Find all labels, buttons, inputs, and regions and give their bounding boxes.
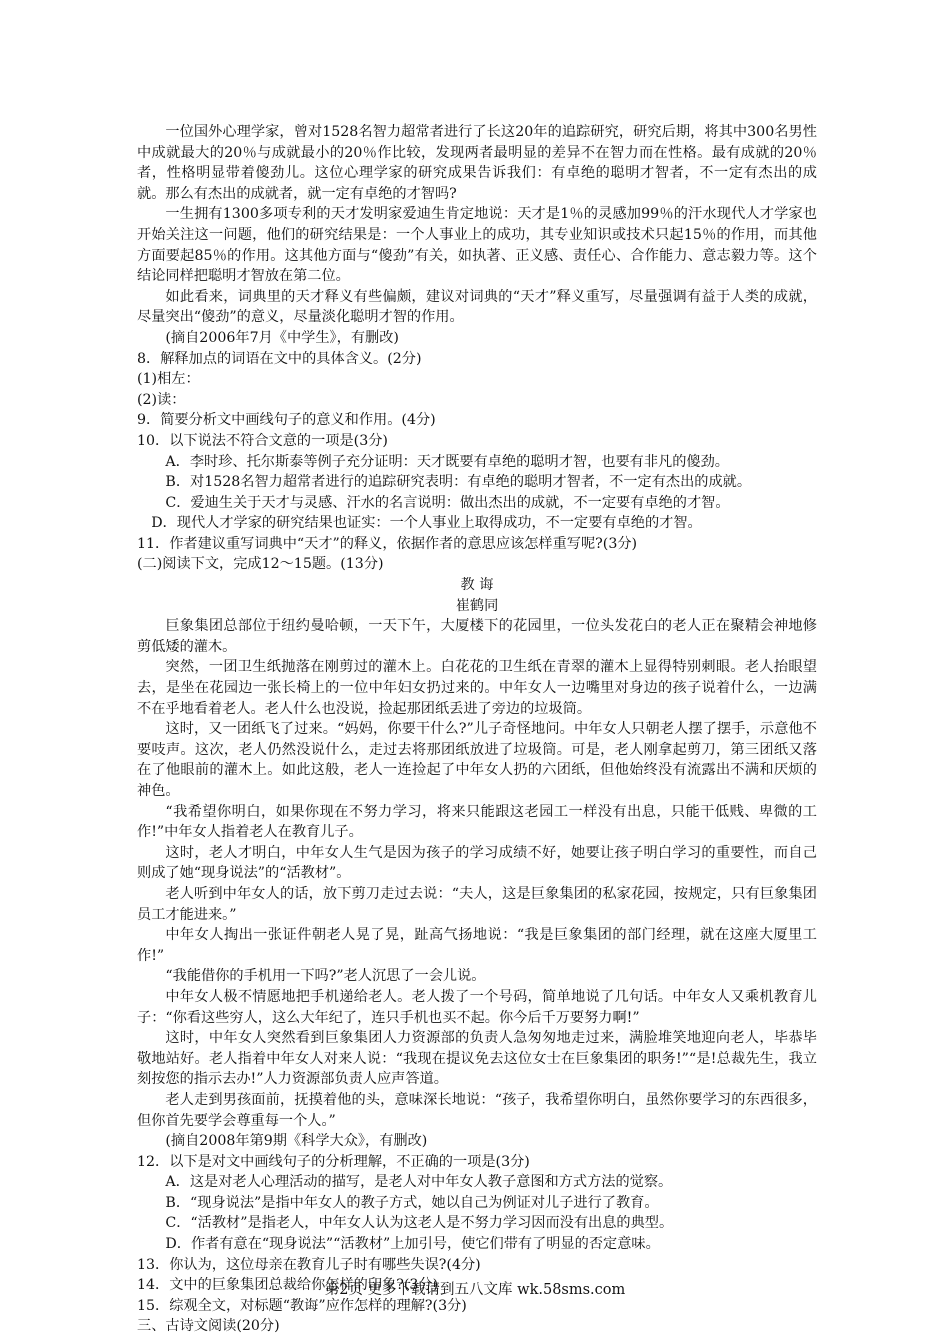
question-12-option-d: D．作者有意在“现身说法”“活教材”上加引号，使它们带有了明显的否定意味。: [165, 1236, 660, 1253]
question-14: 14．文中的巨象集团总裁给你怎样的印象?(3分): [137, 1277, 439, 1294]
question-12-option-a: A．这是对老人心理活动的描写，是老人对中年女人教子意图和方式方法的觉察。: [165, 1174, 673, 1191]
question-12: 12．以下是对文中画线句子的分析理解，不正确的一项是(3分): [137, 1153, 530, 1170]
story-author: 崔鹤同: [455, 597, 499, 614]
page-content: [137, 122, 817, 1337]
question-10-option-c: C．爱迪生关于天才与灵感、汗水的名言说明：做出杰出的成就，不一定要有卓绝的才智。: [165, 494, 730, 511]
story-paragraph: 这时，又一团纸飞了过来。“妈妈，你要干什么?”儿子奇怪地问。中年女人只朝老人摆了摆手，示意他不要吱声。这次，老人仍然没说什么，走过去将那团纸放进了垃圾筒。可是，老人刚拿起剪刀，第三团纸又落在了他眼前的灌木上。如此这般，老人一连捡起了中年女人扔的六团纸，但他始终没有流露出不满和厌烦的神色。: [137, 721, 817, 799]
story-paragraph: “我能借你的手机用一下吗?”老人沉思了一会儿说。: [165, 968, 486, 985]
question-10-option-d: D．现代人才学家的研究结果也证实：一个人事业上取得成功，不一定要有卓绝的才智。: [151, 515, 702, 532]
question-13: 13．你认为，这位母亲在教育儿子时有哪些失误?(4分): [137, 1256, 481, 1273]
section-2-heading: (二)阅读下文，完成12～15题。(13分): [137, 556, 384, 573]
story-paragraph: “我希望你明白，如果你现在不努力学习，将来只能跟这老园工一样没有出息，只能干低贱、卑微的工作!”中年女人指着老人在教育儿子。: [137, 803, 817, 841]
page-footer: 第2页 更多下载请到五八文库 wk.58sms.com: [324, 1282, 626, 1298]
question-11: 11．作者建议重写词典中“天才”的释义，依据作者的意思应该怎样重写呢?(3分): [137, 535, 638, 552]
passage1-paragraph: 一位国外心理学家，曾对1528名智力超常者进行了长这20年的追踪研究，研究后期，将其中300名男性中成就最大的20％与成就最小的20％作比较，发现两者最明显的差异不在智力而在性格。最有成就的20％者，性格明显带着傻劲儿。这位心理学家的研究成果告诉我们：有卓绝的聪明才智者，不一定有杰出的成就。那么有杰出的成就者，就一定有卓绝的才智吗?: [137, 124, 817, 202]
story-paragraph: 突然，一团卫生纸抛落在刚剪过的灌木上。白花花的卫生纸在青翠的灌木上显得特别刺眼。老人抬眼望去，是坐在花园边一张长椅上的一位中年妇女扔过来的。中年女人一边嘴里对身边的孩子说着什么，一边满不在乎地看着老人。老人什么也没说，捡起那团纸丢进了旁边的垃圾筒。: [137, 659, 817, 717]
question-10-option-b: B．对1528名智力超常者进行的追踪研究表明：有卓绝的聪明才智者，不一定有杰出的成就。: [165, 474, 752, 491]
story-source: (摘自2008年第9期《科学大众》，有删改): [165, 1133, 428, 1150]
question-8-item-1: (1)相左：: [137, 371, 200, 388]
question-15: 15．综观全文，对标题“教诲”应作怎样的理解?(3分): [137, 1297, 467, 1314]
question-10-option-a: A．李时珍、托尔斯泰等例子充分证明：天才既要有卓绝的聪明才智，也要有非凡的傻劲。: [165, 453, 729, 470]
story-paragraph: 中年女人极不情愿地把手机递给老人。老人拨了一个号码，简单地说了几句话。中年女人又乘机教育儿子：“你看这些穷人，这么大年纪了，连只手机也买不起。你今后千万要努力啊!”: [137, 988, 817, 1026]
question-8: 8．解释加点的词语在文中的具体含义。(2分): [137, 350, 422, 367]
question-8-item-2: (2)读：: [137, 391, 186, 408]
question-10: 10．以下说法不符合文意的一项是(3分): [137, 432, 388, 449]
story-paragraph: 老人听到中年女人的话，放下剪刀走过去说：“夫人，这是巨象集团的私家花园，按规定，只有巨象集团员工才能进来。”: [137, 885, 817, 923]
story-paragraph: 这时，中年女人突然看到巨象集团人力资源部的负责人急匆匆地走过来，满脸堆笑地迎向老人，毕恭毕敬地站好。老人指着中年女人对来人说：“我现在提议免去这位女士在巨象集团的职务!”“是!总裁先生，我立刻按您的指示去办!”人力资源部负责人应声答道。: [137, 1030, 817, 1088]
question-12-option-b: B．“现身说法”是指中年女人的教子方式，她以自己为例证对儿子进行了教育。: [165, 1194, 659, 1211]
passage1-source: (摘自2006年7月《中学生》，有删改): [165, 329, 399, 346]
section-3-heading: 三、古诗文阅读(20分): [137, 1318, 280, 1335]
question-12-option-c: C．“活教材”是指老人，中年女人认为这老人是不努力学习因而没有出息的典型。: [165, 1215, 674, 1232]
story-paragraph: 中年女人掏出一张证件朝老人晃了晃，趾高气扬地说：“我是巨象集团的部门经理，就在这座大厦里工作!”: [137, 927, 817, 964]
story-paragraph: 这时，老人才明白，中年女人生气是因为孩子的学习成绩不好，她要让孩子明白学习的重要性，而自己则成了她“现身说法”的“活教材”。: [137, 844, 817, 882]
passage1-paragraph: 如此看来，词典里的天才释义有些偏颇，建议对词典的“天才”释义重写，尽量强调有益于人类的成就，尽量突出“傻劲”的意义，尽量淡化聪明才智的作用。: [137, 288, 817, 326]
passage1-paragraph: 一生拥有1300多项专利的天才发明家爱迪生肯定地说：天才是1％的灵感加99％的汗水现代人才学家也开始关注这一问题，他们的研究结果是：一个人事业上的成功，其专业知识或技术只起15％的作用，而其他方面要起85％的作用。这其他方面与“傻劲”有关，如执著、正义感、责任心、合作能力、意志毅力等。这个结论同样把聪明才智放在第二位。: [137, 206, 817, 285]
story-paragraph: 老人走到男孩面前，抚摸着他的头，意味深长地说：“孩子，我希望你明白，虽然你要学习的东西很多，但你首先要学会尊重每一个人。”: [137, 1091, 817, 1129]
story-title: 教 诲: [460, 577, 494, 594]
story-paragraph: 巨象集团总部位于纽约曼哈顿，一天下午，大厦楼下的花园里，一位头发花白的老人正在聚精会神地修剪低矮的灌木。: [137, 618, 817, 655]
question-9: 9．简要分析文中画线句子的意义和作用。(4分): [137, 412, 436, 429]
